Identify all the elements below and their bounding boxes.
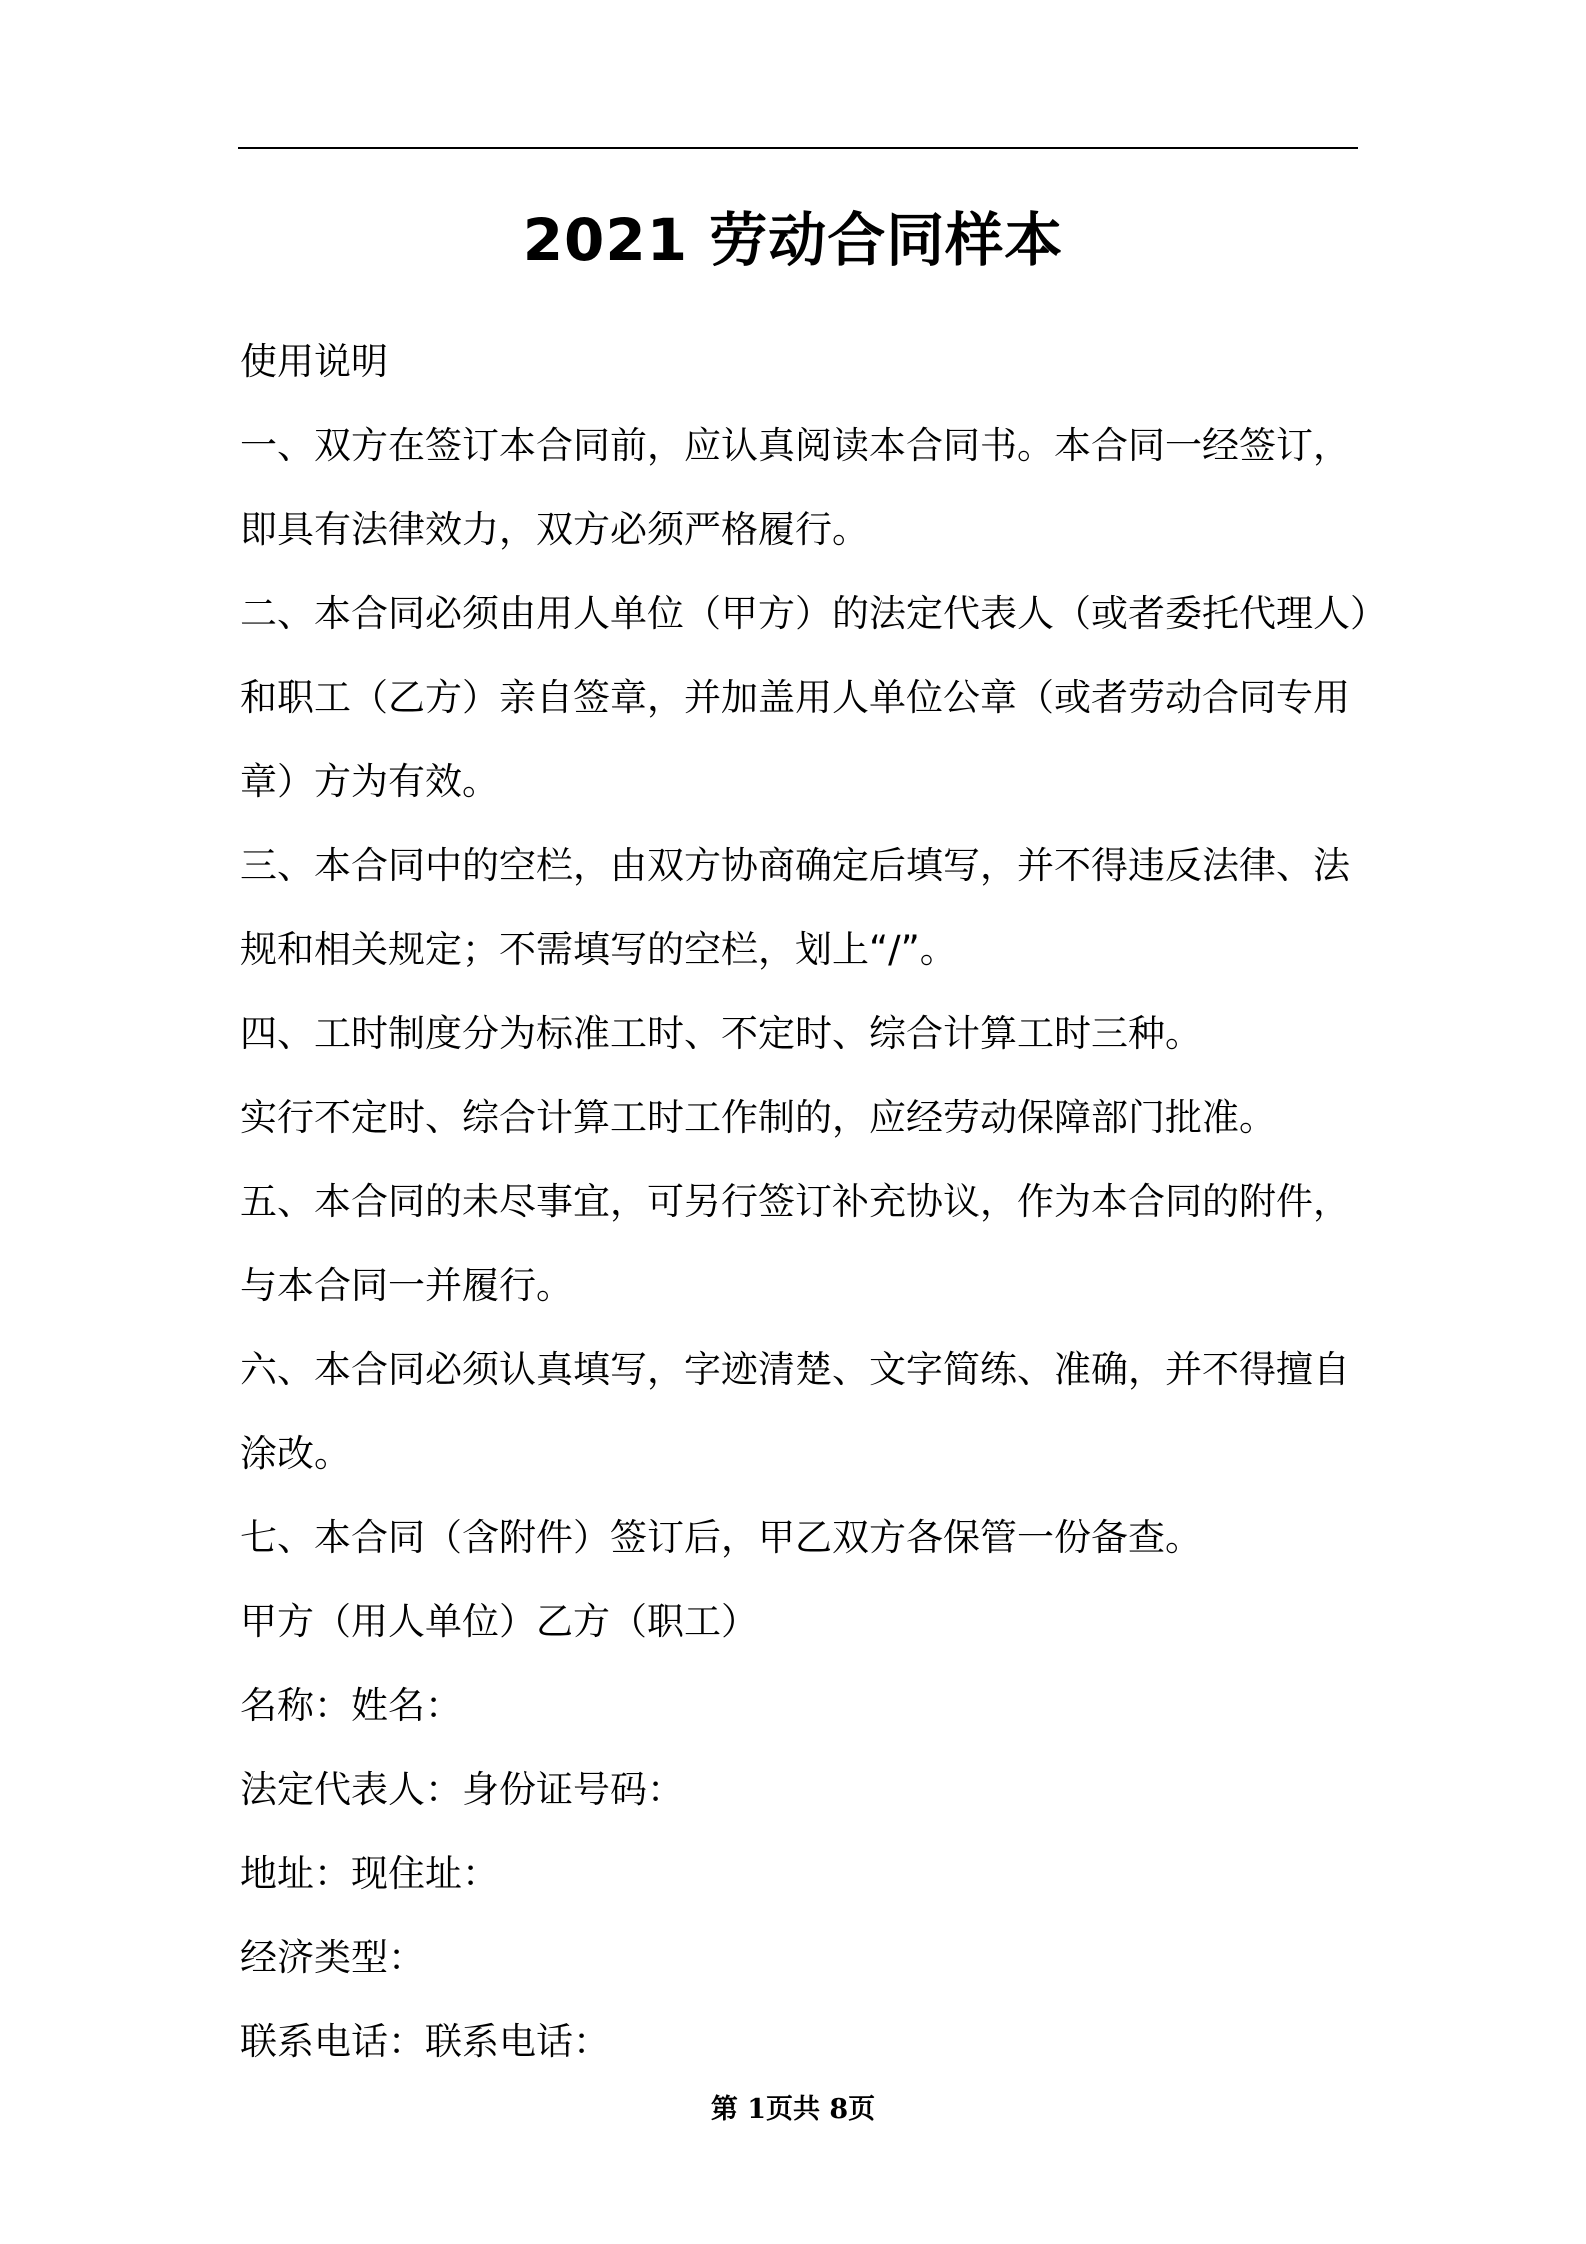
- page-number-footer: 第 1页共 8页: [710, 2094, 876, 2125]
- text-line: 章）方为有效。: [240, 760, 499, 803]
- text-line: 四、工时制度分为标准工时、不定时、综合计算工时三种。: [240, 1012, 1202, 1055]
- text-line: 和职工（乙方）亲自签章，并加盖用人单位公章（或者劳动合同专用: [240, 676, 1350, 719]
- field-address-line: 地址：现住址：: [240, 1852, 499, 1895]
- field-representative-line: 法定代表人：身份证号码：: [240, 1768, 684, 1811]
- header-rule: [238, 147, 1358, 149]
- text-line: 三、本合同中的空栏，由双方协商确定后填写，并不得违反法律、法: [240, 844, 1350, 887]
- text-line: 二、本合同必须由用人单位（甲方）的法定代表人（或者委托代理人）: [240, 592, 1387, 635]
- text-line: 规和相关规定；不需填写的空栏，划上“/”。: [240, 928, 957, 971]
- text-line: 与本合同一并履行。: [240, 1264, 573, 1307]
- text-line: 六、本合同必须认真填写，字迹清楚、文字简练、准确，并不得擅自: [240, 1348, 1350, 1391]
- field-economic-type-line: 经济类型：: [240, 1936, 425, 1979]
- text-line: 即具有法律效力，双方必须严格履行。: [240, 508, 869, 551]
- text-line: 涂改。: [240, 1432, 351, 1475]
- party-header-line: 甲方（用人单位）乙方（职工）: [240, 1600, 758, 1643]
- text-line: 七、本合同（含附件）签订后，甲乙双方各保管一份备查。: [240, 1516, 1202, 1559]
- field-phone-line: 联系电话：联系电话：: [240, 2020, 610, 2063]
- section-heading-usage: 使用说明: [240, 340, 388, 383]
- text-line: 一、双方在签订本合同前，应认真阅读本合同书。本合同一经签订，: [240, 424, 1350, 467]
- field-name-line: 名称：姓名：: [240, 1684, 462, 1727]
- text-line: 实行不定时、综合计算工时工作制的，应经劳动保障部门批准。: [240, 1096, 1276, 1139]
- text-line: 五、本合同的未尽事宜，可另行签订补充协议，作为本合同的附件，: [240, 1180, 1350, 1223]
- document-body: [240, 320, 1390, 2084]
- document-title: 2021 劳动合同样本: [522, 206, 1064, 274]
